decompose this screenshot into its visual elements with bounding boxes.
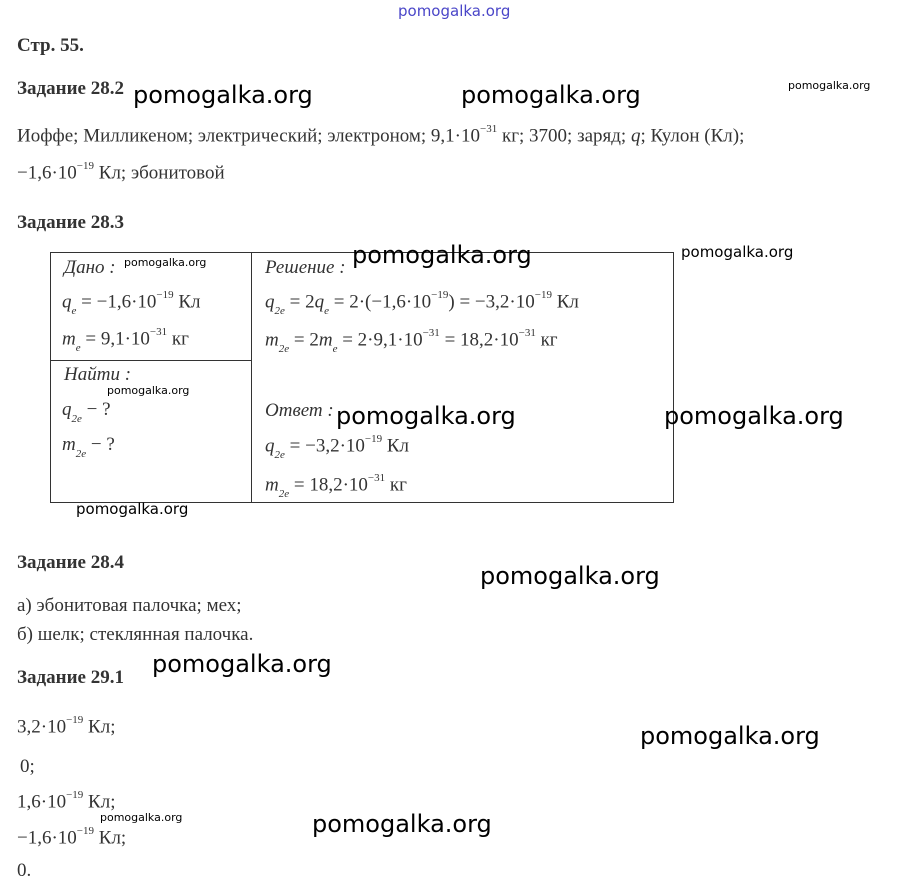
solution-label: Решение : [265,257,346,278]
watermark: pomogalka.org [152,650,332,678]
watermark: pomogalka.org [76,500,189,518]
find-mass: $m_{2e}$ − ? [62,434,115,460]
find-charge: $q_{2e}$ − ? [62,399,111,425]
answer-mass: $m_{2e} = 18,2\cdot 10^{-31}$ кг [265,472,407,501]
watermark: pomogalka.org [640,722,820,750]
page-label: Стр. 55. [17,35,84,56]
task-28-2-heading: Задание 28.2 [17,78,124,99]
watermark: pomogalka.org [100,811,183,824]
find-label: Найти : [64,364,132,385]
row-divider [51,360,251,361]
task-28-4-heading: Задание 28.4 [17,552,124,573]
solution-mass: $m_{2e} = 2m_e = 2\cdot 9,1\cdot 10^{-31} = 18,2\cdot 10^{-31}$ кг [265,327,558,356]
watermark: pomogalka.org [480,562,660,590]
watermark: pomogalka.org [352,241,532,269]
answer-label: Ответ : [265,400,334,421]
solution-table [50,252,674,503]
watermark: pomogalka.org [336,402,516,430]
watermark: pomogalka.org [124,256,207,269]
task-28-4-line-b: б) шелк; стеклянная палочка. [17,624,254,645]
watermark: pomogalka.org [461,81,641,109]
header-watermark: pomogalka.org [398,2,511,20]
task-28-2-line1: Иоффе; Милликеном; электрический; электроном; $9,1\cdot 10^{-31}$ кг; 3700; заряд; q; Кулон (Кл); [17,123,745,147]
task-28-4-line-a: а) эбонитовая палочка; мех; [17,595,242,616]
task-29-1-line4: $-1,6\cdot 10^{-19}$ Кл; [17,825,127,849]
given-charge: $q_e = -1,6\cdot 10^{-19}$ Кл [62,289,201,318]
column-divider [251,253,252,502]
watermark: pomogalka.org [664,402,844,430]
watermark: pomogalka.org [681,243,794,261]
task-29-1-line1: $3,2\cdot 10^{-19}$ Кл; [17,714,116,738]
task-29-1-line2: 0; [20,756,35,777]
watermark: pomogalka.org [312,810,492,838]
watermark: pomogalka.org [107,384,190,397]
watermark: pomogalka.org [133,81,313,109]
task-29-1-line5: 0. [17,860,32,881]
task-29-1-heading: Задание 29.1 [17,667,124,688]
task-28-3-heading: Задание 28.3 [17,212,124,233]
solution-charge: $q_{2e} = 2q_e = 2\cdot(-1,6\cdot 10^{-19}) = -3,2\cdot 10^{-19}$ Кл [265,289,579,318]
watermark: pomogalka.org [788,79,871,92]
task-28-2-line2: $-1,6\cdot 10^{-19}$ Кл; эбонитовой [17,160,225,184]
task-29-1-line3: $1,6\cdot 10^{-19}$ Кл; [17,789,116,813]
answer-charge: $q_{2e} = -3,2\cdot 10^{-19}$ Кл [265,433,410,462]
given-label: Дано : [64,257,116,278]
given-mass: $m_e = 9,1\cdot 10^{-31}$ кг [62,326,189,355]
